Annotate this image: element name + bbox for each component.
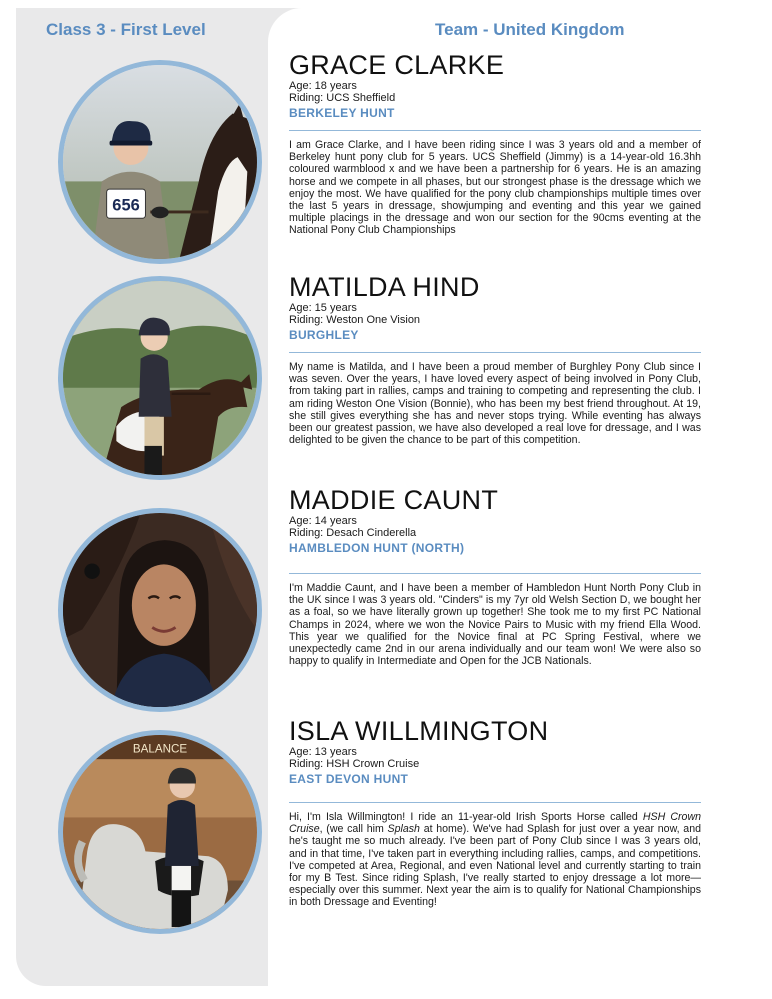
rider-club: EAST DEVON HUNT (289, 772, 409, 786)
section-divider (289, 352, 701, 353)
rider-photo-isla-willmington (58, 730, 262, 934)
rider-club: BURGHLEY (289, 328, 359, 342)
rider-age: Age: 18 years (289, 80, 357, 92)
rider-name: ISLA WILLMINGTON (289, 716, 549, 746)
section-divider (289, 802, 701, 803)
rider-name: MADDIE CAUNT (289, 485, 499, 515)
rider-bio: I am Grace Clarke, and I have been riding since I was 3 years old and a member of Berkeley hunt pony club for 5 years. UCS Sheffield (Jimmy) is a 14-year-old 16.3hh coloured warmblood x and we have been a partnership for 6 years. He is an amazing horse and we compete in all phases, but our strongest phase is the dressage which we enjoy the most. We have qualified for the pony club championships multiple times over the last 5 years in dressage, showjumping and eventing and this year we gained multiple placings in the dressage and won our section for the 90cms eventing at the National Pony Club Championships (289, 139, 701, 237)
rider-profile-isla-willmington (289, 716, 701, 909)
rider-bio: I'm Maddie Caunt, and I have been a member of Hambledon Hunt North Pony Club in the UK since I was 3 years old. "Cinders" is my 7yr old Welsh Section D, we bought her as a foal, so we have literally grown up together! She took me to my first PC National Champs in 2024, where we won the Novice Pairs to Music with my friend Ella Wood. This year we qualified for the Novice final at PC Spring Festival, where we unexpectedly came 2nd in our arena individually and our team won! We were also so happy to qualify in Intermediate and Open for the JCB Nationals. (289, 582, 701, 668)
rider-photo-grace-clarke (58, 60, 262, 264)
section-divider (289, 130, 701, 131)
rider-horse: Riding: Weston One Vision (289, 314, 421, 326)
class-heading: Class 3 - First Level (46, 20, 206, 39)
rider-club: HAMBLEDON HUNT (NORTH) (289, 541, 465, 555)
team-heading: Team - United Kingdom (435, 20, 625, 39)
rider-name: GRACE CLARKE (289, 50, 505, 80)
rider-age: Age: 14 years (289, 515, 357, 527)
rider-photo-matilda-hind (58, 276, 262, 480)
section-divider (289, 573, 701, 574)
rider-club: BERKELEY HUNT (289, 106, 395, 120)
rider-profile-maddie-caunt (289, 485, 701, 667)
rider-name: MATILDA HIND (289, 272, 480, 302)
rider-bio: My name is Matilda, and I have been a proud member of Burghley Pony Club since I was seven. Over the years, I have loved every aspect of being involved in Pony Club, from taking part in rallies, camps and training to competing and representing the club. I am riding Weston One Vision (Bonnie), who has been my best friend throughout. At 19, she still gives everything she has and never stops trying. While eventing has always been our greatest passion, we have also developed a real love for dressage, and I was delighted to be given the chance to be part of this competition. (289, 361, 701, 447)
rider-horse: Riding: Desach Cinderella (289, 527, 417, 539)
rider-age: Age: 15 years (289, 302, 357, 314)
arena-banner-text: BALANCE (132, 742, 188, 756)
rider-horse: Riding: HSH Crown Cruise (289, 758, 420, 770)
rider-age: Age: 13 years (289, 746, 357, 758)
rider-photo-maddie-caunt (58, 508, 262, 712)
rider-profile-grace-clarke (289, 50, 701, 237)
bib-number: 656 (112, 196, 140, 215)
rider-bio: Hi, I'm Isla Willmington! I ride an 11-year-old Irish Sports Horse called HSH Crown Cruise, (we call him Splash at home). We've had Splash for just over a year now, and he's taught me so much already. I've been part of Pony Club since I was 3 years old, and in that time, I've taken part in everything including rallies, camps, and competitions. I've competed at Area, Regional, and even National level and currently starting to train for my B Test. Since riding Splash, I've really started to enjoy dressage a lot more—especially over this summer. Next year the aim is to qualify for National Championships in both Dressage and Eventing! (289, 811, 701, 909)
rider-horse: Riding: UCS Sheffield (289, 92, 396, 104)
rider-profile-matilda-hind (289, 272, 701, 446)
